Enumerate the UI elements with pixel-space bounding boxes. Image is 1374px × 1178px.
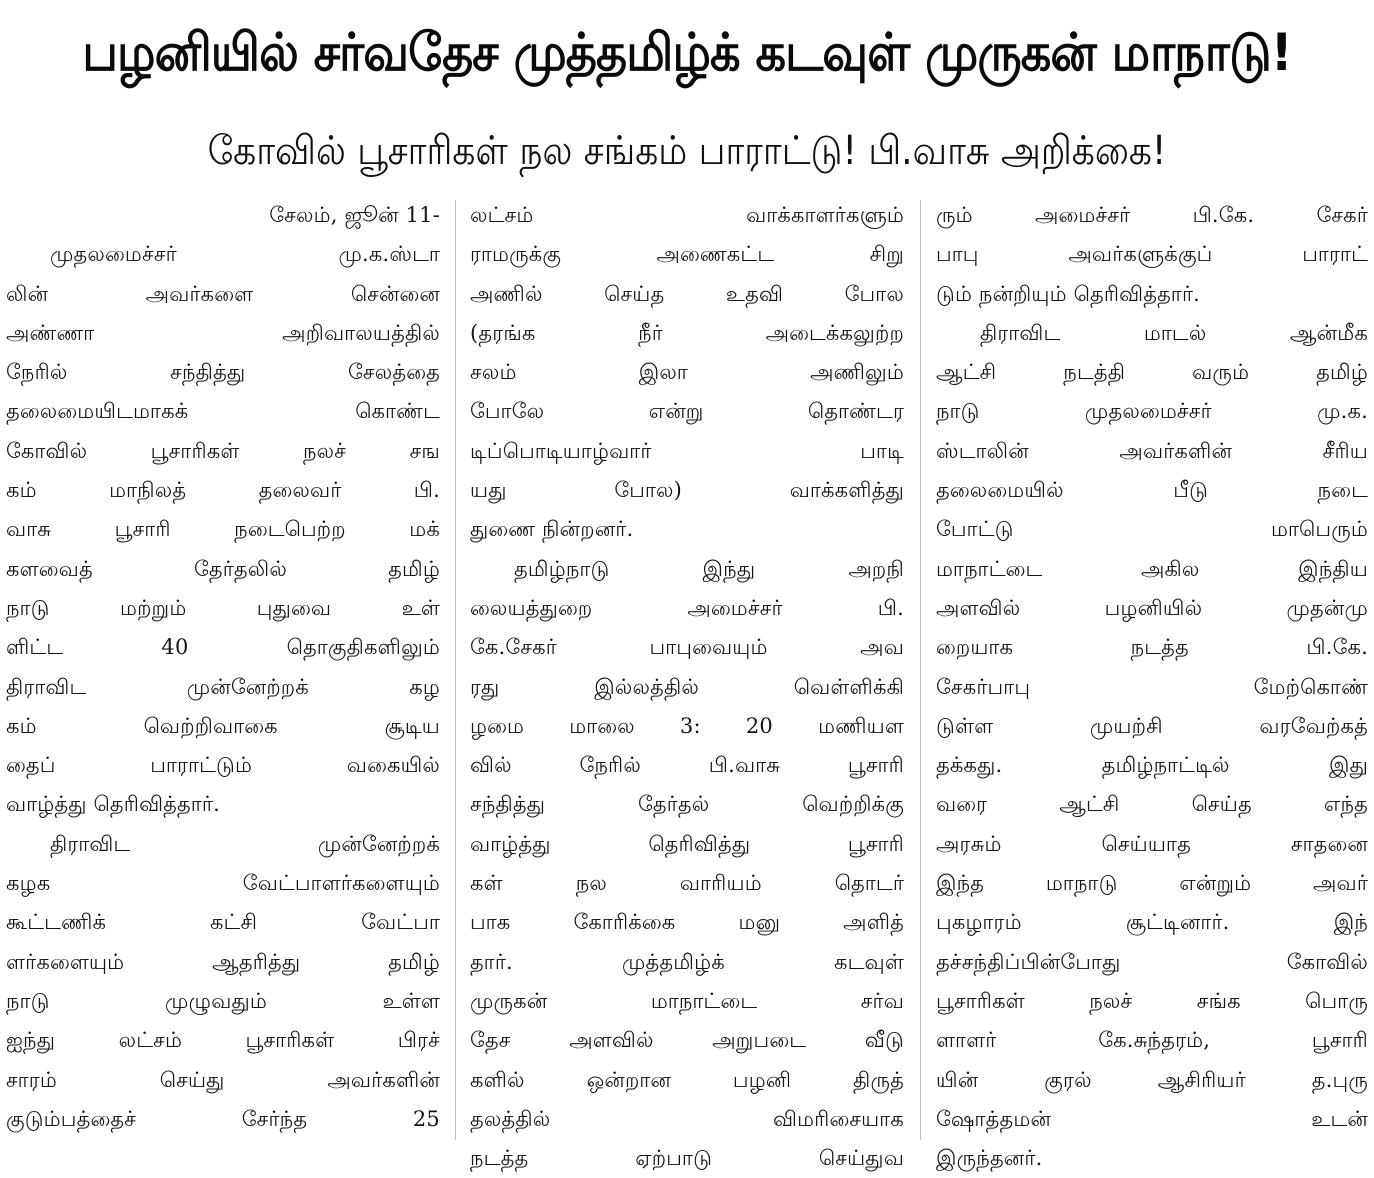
article-text-line: சாரம் செய்து அவர்களின் — [6, 1067, 440, 1092]
article-text-line: களவைத் தேர்தலில் தமிழ் — [6, 556, 440, 581]
article-text-line: ஆட்சி நடத்தி வரும் தமிழ் — [936, 360, 1368, 385]
article-text-line: தலைமையில் பீடு நடை — [936, 478, 1368, 503]
article-text-line: வாழ்த்து தெரிவித்து பூசாரி — [470, 831, 904, 856]
article-text-line: ளிட்ட 40 தொகுதிகளிலும் — [6, 635, 440, 660]
article-text-line: நேரில் சந்தித்து சேலத்தை — [6, 360, 440, 385]
article-text-line: புகழாரம் சூட்டினார். இந் — [936, 910, 1368, 935]
article-text-line: முருகன் மாநாட்டை சர்வ — [470, 988, 904, 1013]
article-text-line: இருந்தனர். — [936, 1146, 1043, 1171]
article-text-line: முதலமைச்சர் மு.க.ஸ்டா — [50, 242, 440, 267]
article-text-line: லட்சம் வாக்காளர்களும் — [470, 203, 904, 227]
article-text-line: தைப் பாராட்டும் வகையில் — [6, 753, 440, 778]
article-text-line: அண்ணா அறிவாலயத்தில் — [6, 320, 440, 345]
article-text-line: சந்தித்து தேர்தல் வெற்றிக்கு — [470, 792, 904, 817]
article-text-line: மாநாட்டை அகில இந்திய — [936, 556, 1368, 581]
article-text-line: டிப்பொடியாழ்வார் பாடி — [470, 438, 904, 463]
article-text-line: நாடு முதலமைச்சர் மு.க. — [936, 399, 1368, 424]
article-text-line: போட்டு மாபெரும் — [936, 517, 1368, 542]
article-text-line: ஸ்டாலின் அவர்களின் சீரிய — [936, 438, 1368, 463]
article-text-line: ரது இல்லத்தில் வெள்ளிக்கி — [470, 674, 904, 699]
headline: பழனியில் சர்வதேச முத்தமிழ்க் கடவுள் முருகன் மாநாடு! — [82, 22, 1292, 83]
article-text-line: (தரங்க நீர் அடைக்கலுற்ற — [470, 320, 904, 345]
article-text-line: கம் மாநிலத் தலைவர் பி. — [6, 478, 440, 503]
article-column-1 — [6, 196, 440, 1142]
article-column-2 — [470, 196, 904, 1171]
article-text-line: ஐந்து லட்சம் பூசாரிகள் பிரச் — [6, 1028, 440, 1053]
article-text-line: சேலம், ஜூன் 11- — [269, 203, 440, 227]
article-text-line: டுள்ள முயற்சி வரவேற்கத் — [936, 713, 1368, 738]
article-text-line: கள் நல வாரியம் தொடர் — [470, 871, 904, 896]
column-divider — [455, 200, 456, 1140]
article-text-line: திராவிட முன்னேற்றக் — [50, 831, 440, 856]
article-text-line: கம் வெற்றிவாகை சூடிய — [6, 713, 440, 738]
article-text-line: வில் நேரில் பி.வாசு பூசாரி — [470, 753, 904, 778]
article-text-line: அணில் செய்த உதவி போல — [470, 281, 904, 306]
article-text-line: வாசு பூசாரி நடைபெற்ற மக் — [6, 517, 440, 542]
article-text-line: யின் குரல் ஆசிரியர் த.புரு — [936, 1067, 1368, 1092]
article-text-line: அளவில் பழனியில் முதன்மு — [936, 595, 1368, 620]
column-divider — [920, 200, 921, 1140]
article-text-line: துணை நின்றனர். — [470, 517, 634, 542]
article-text-line: கே.சேகர் பாபுவையும் அவ — [470, 635, 904, 660]
article-text-line: திராவிட முன்னேற்றக் கழ — [6, 674, 440, 699]
article-text-line: தேச அளவில் அறுபடை வீடு — [470, 1028, 904, 1053]
article-text-line: போலே என்று தொண்டர — [470, 399, 904, 424]
article-text-line: தலைமையிடமாகக் கொண்ட — [6, 399, 440, 424]
article-text-line: றையாக நடத்த பி.கே. — [936, 635, 1368, 660]
subheadline: கோவில் பூசாரிகள் நல சங்கம் பாராட்டு! பி.வாசு அறிக்கை! — [207, 127, 1167, 174]
article-text-line: சலம் இலா அணிலும் — [470, 360, 904, 385]
article-text-line: ரும் அமைச்சர் பி.கே. சேகர் — [936, 203, 1368, 227]
article-text-line: நாடு முழுவதும் உள்ள — [6, 988, 440, 1013]
article-text-line: தார். முத்தமிழ்க் கடவுள் — [470, 949, 904, 974]
article-text-line: தக்கது. தமிழ்நாட்டில் இது — [936, 753, 1368, 778]
article-text-line: களில் ஒன்றான பழனி திருத் — [470, 1067, 904, 1092]
article-text-line: திராவிட மாடல் ஆன்மீக — [980, 320, 1368, 345]
article-text-line: அரசும் செய்யாத சாதனை — [936, 831, 1368, 856]
article-text-line: ஷோத்தமன் உடன் — [936, 1106, 1368, 1131]
article-text-line: தமிழ்நாடு இந்து அறநி — [514, 556, 904, 581]
article-text-line: பாபு அவர்களுக்குப் பாராட் — [936, 242, 1368, 267]
article-text-line: நாடு மற்றும் புதுவை உள் — [6, 595, 440, 620]
article-text-line: குடும்பத்தைச் சேர்ந்த 25 — [6, 1106, 440, 1131]
article-text-line: தலத்தில் விமரிசையாக — [470, 1106, 904, 1131]
article-text-line: ளாளர் கே.சுந்தரம், பூசாரி — [936, 1028, 1368, 1053]
article-text-line: இந்த மாநாடு என்றும் அவர் — [936, 871, 1368, 896]
article-text-line: யது போல) வாக்களித்து — [470, 478, 904, 503]
article-text-line: நடத்த ஏற்பாடு செய்துவ — [470, 1146, 904, 1171]
article-text-line: கழக வேட்பாளர்களையும் — [6, 871, 440, 896]
article-text-line: ராமருக்கு அணைகட்ட சிறு — [470, 242, 904, 267]
article-text-line: ழமை மாலை 3: 20 மணியள — [470, 713, 904, 738]
article-column-3 — [936, 196, 1368, 1171]
article-text-line: வாழ்த்து தெரிவித்தார். — [6, 792, 220, 817]
article-text-line: தச்சந்திப்பின்போது கோவில் — [936, 949, 1368, 974]
article-text-line: லையத்துறை அமைச்சர் பி. — [470, 595, 904, 620]
article-text-line: பாக கோரிக்கை மனு அளித் — [470, 910, 904, 935]
article-text-line: வரை ஆட்சி செய்த எந்த — [936, 792, 1368, 817]
article-text-line: டும் நன்றியும் தெரிவித்தார். — [936, 281, 1201, 306]
article-text-line: பூசாரிகள் நலச் சங்க பொரு — [936, 988, 1368, 1013]
article-text-line: ளர்களையும் ஆதரித்து தமிழ் — [6, 949, 440, 974]
article-text-line: சேகர்பாபு மேற்கொண் — [936, 674, 1368, 699]
article-text-line: கூட்டணிக் கட்சி வேட்பா — [6, 910, 440, 935]
article-text-line: கோவில் பூசாரிகள் நலச் சங — [6, 438, 440, 463]
article-text-line: லின் அவர்களை சென்னை — [6, 281, 440, 306]
